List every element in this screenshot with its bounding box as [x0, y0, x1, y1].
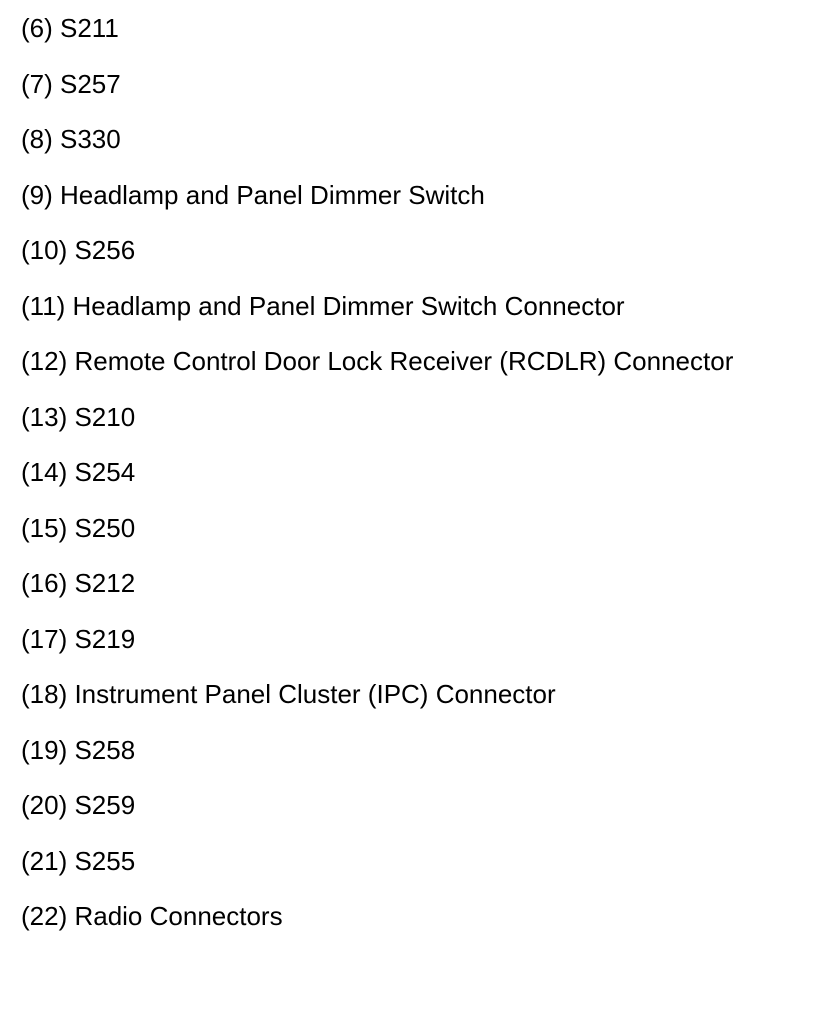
legend-item: (20) S259 [21, 790, 136, 820]
legend-item: (14) S254 [21, 457, 136, 487]
legend-item: (19) S258 [21, 734, 136, 765]
legend-item: (12) Remote Control Door Lock Receiver (RCDLR) Connector [21, 346, 734, 376]
legend-item: (11) Headlamp and Panel Dimmer Switch Connector [21, 290, 625, 321]
component-legend-list [21, 11, 821, 955]
legend-item: (18) Instrument Panel Cluster (IPC) Connector [21, 679, 556, 709]
legend-item: (22) Radio Connectors [21, 901, 283, 931]
legend-item: (16) S212 [21, 568, 136, 598]
legend-item: (6) S211 [21, 13, 119, 43]
legend-item: (15) S250 [21, 512, 136, 543]
legend-item: (8) S330 [21, 124, 121, 154]
legend-item: (7) S257 [21, 68, 121, 99]
legend-item: (21) S255 [21, 845, 136, 876]
legend-item: (13) S210 [21, 401, 136, 432]
legend-item: (10) S256 [21, 235, 136, 265]
legend-item: (9) Headlamp and Panel Dimmer Switch [21, 179, 485, 210]
legend-item: (17) S219 [21, 623, 136, 654]
